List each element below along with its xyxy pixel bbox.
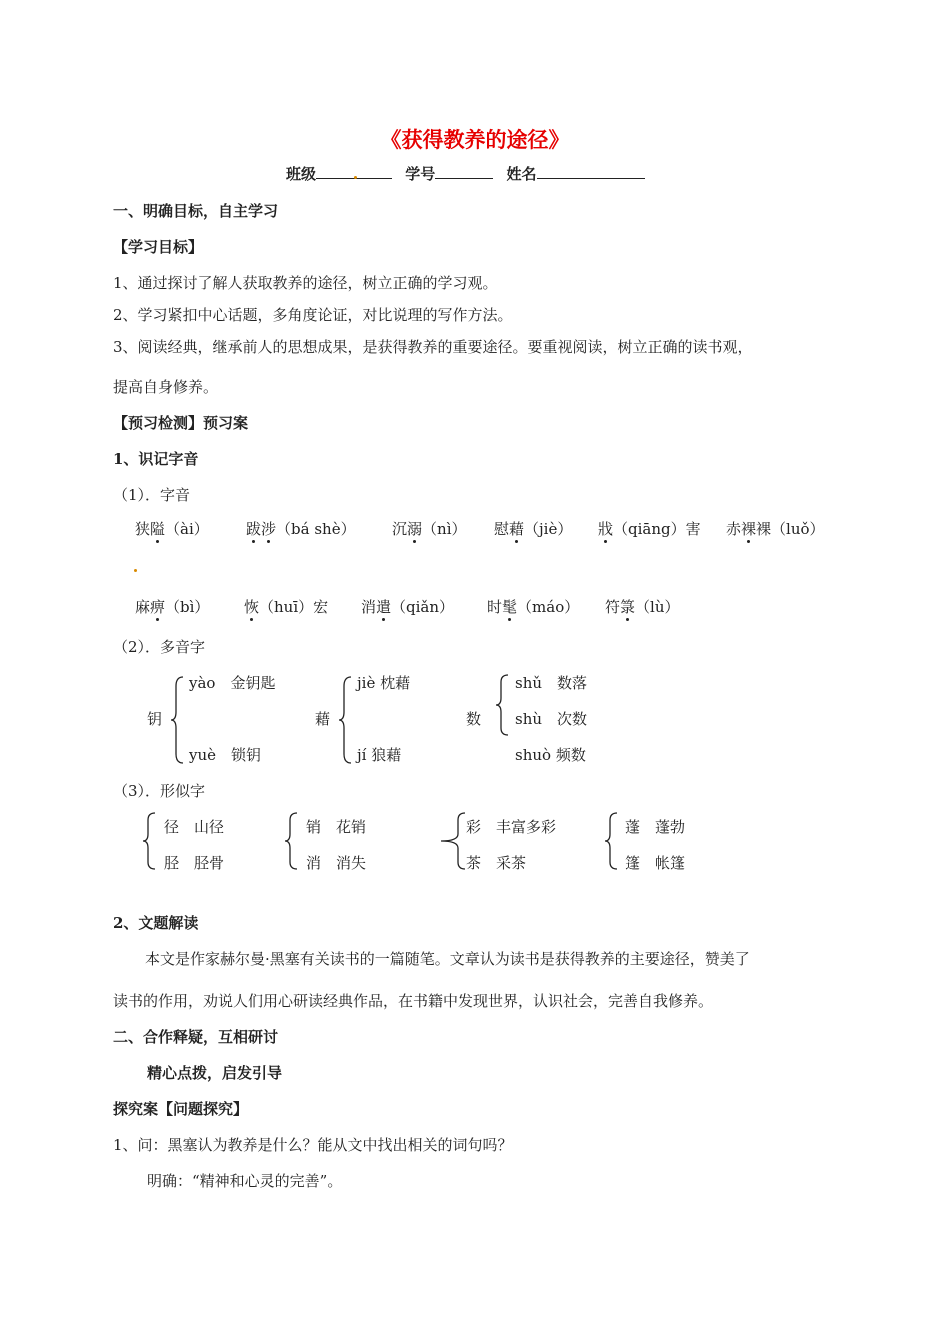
poly-reading: yào 金钥匙 (189, 674, 276, 692)
pron-item: 狭隘（ài） (135, 520, 209, 538)
poly-reading: jí 狼藉 (357, 746, 402, 764)
poly-reading: shuò 频数 (515, 746, 586, 764)
poly-reading: shǔ 数落 (515, 674, 588, 692)
interpretation-line-1: 本文是作家赫尔曼·黑塞有关读书的一篇随笔。文章认为读书是获得教养的主要途径，赞美了 (145, 950, 750, 968)
left-brace-icon (338, 676, 352, 764)
pron-item: 戕（qiāng）害 (598, 520, 701, 538)
pron-item: 赤裸裸（luǒ） (726, 520, 825, 538)
poly-char: 钥 (147, 710, 163, 728)
similar-char: 蓬 蓬勃 (625, 818, 686, 836)
similar-char: 彩 丰富多彩 (466, 818, 557, 836)
question-2-heading: 2、文题解读 (113, 914, 199, 932)
question-1: 1、问：黑塞认为教养是什么？能从文中找出相关的词句吗？ (113, 1136, 513, 1154)
subsection-polyphonic: （2）．多音字 (113, 638, 206, 656)
section1-heading: 一、明确目标，自主学习 (113, 202, 279, 220)
orange-mark (354, 176, 357, 179)
subsection-similar: （3）．形似字 (113, 782, 206, 800)
left-brace-icon (170, 676, 184, 764)
left-brace-icon (440, 812, 466, 870)
goal-3-line-2: 提高自身修养。 (113, 378, 219, 396)
page-title: 《获得教养的途径》 (380, 127, 570, 152)
poly-reading: yuè 锁钥 (189, 746, 262, 764)
preview-heading: 【预习检测】预习案 (113, 414, 249, 432)
similar-char: 篷 帐篷 (625, 854, 686, 872)
pron-item: 消遣（qiǎn） (361, 598, 455, 616)
student-info-line (286, 163, 645, 184)
section2-subheading: 精心点拨，启发引导 (147, 1064, 283, 1082)
poly-reading: jiè 枕藉 (357, 674, 411, 692)
similar-char: 茶 采茶 (466, 854, 527, 872)
answer-1: 明确：“精神和心灵的完善”。 (147, 1172, 343, 1190)
section2-heading: 二、合作释疑，互相研讨 (113, 1028, 279, 1046)
pron-item: 麻痹（bì） (135, 598, 210, 616)
left-brace-icon (495, 674, 509, 736)
left-brace-icon (142, 812, 156, 870)
explore-heading: 探究案【问题探究】 (113, 1100, 249, 1118)
left-brace-icon (604, 812, 618, 870)
number-blank[interactable] (435, 163, 493, 179)
pron-item: 恢（huī）宏 (244, 598, 329, 616)
goal-2: 2、学习紧扣中心话题，多角度论证，对比说理的写作方法。 (113, 306, 513, 324)
left-brace-icon (284, 812, 298, 870)
number-label: 学号 (405, 165, 436, 183)
pron-item: 符箓（lù） (605, 598, 680, 616)
similar-char: 径 山径 (164, 818, 225, 836)
pron-item: 沉溺（nì） (392, 520, 467, 538)
poly-char: 藉 (315, 710, 331, 728)
pron-item: 慰藉（jiè） (494, 520, 573, 538)
poly-char: 数 (466, 710, 482, 728)
pron-item: 跋涉（bá shè） (246, 520, 356, 538)
class-label: 班级 (286, 165, 317, 183)
similar-char: 消 消失 (306, 854, 367, 872)
goal-3-line-1: 3、阅读经典，继承前人的思想成果，是获得教养的重要途径。要重视阅读，树立正确的读书观， (113, 338, 753, 356)
name-blank[interactable] (537, 163, 645, 179)
similar-char: 销 花销 (306, 818, 367, 836)
name-label: 姓名 (506, 165, 537, 183)
subsection-pronunciation: （1）．字音 (113, 486, 191, 504)
goal-1: 1、通过探讨了解人获取教养的途径，树立正确的学习观。 (113, 274, 498, 292)
similar-char: 胫 胫骨 (164, 854, 225, 872)
orange-mark (134, 569, 137, 572)
poly-reading: shù 次数 (515, 710, 588, 728)
pron-item: 时髦（máo） (487, 598, 580, 616)
question-1-heading: 1、识记字音 (113, 450, 199, 468)
interpretation-line-2: 读书的作用，劝说人们用心研读经典作品，在书籍中发现世界，认识社会，完善自我修养。 (113, 992, 714, 1010)
goals-heading: 【学习目标】 (113, 238, 204, 256)
